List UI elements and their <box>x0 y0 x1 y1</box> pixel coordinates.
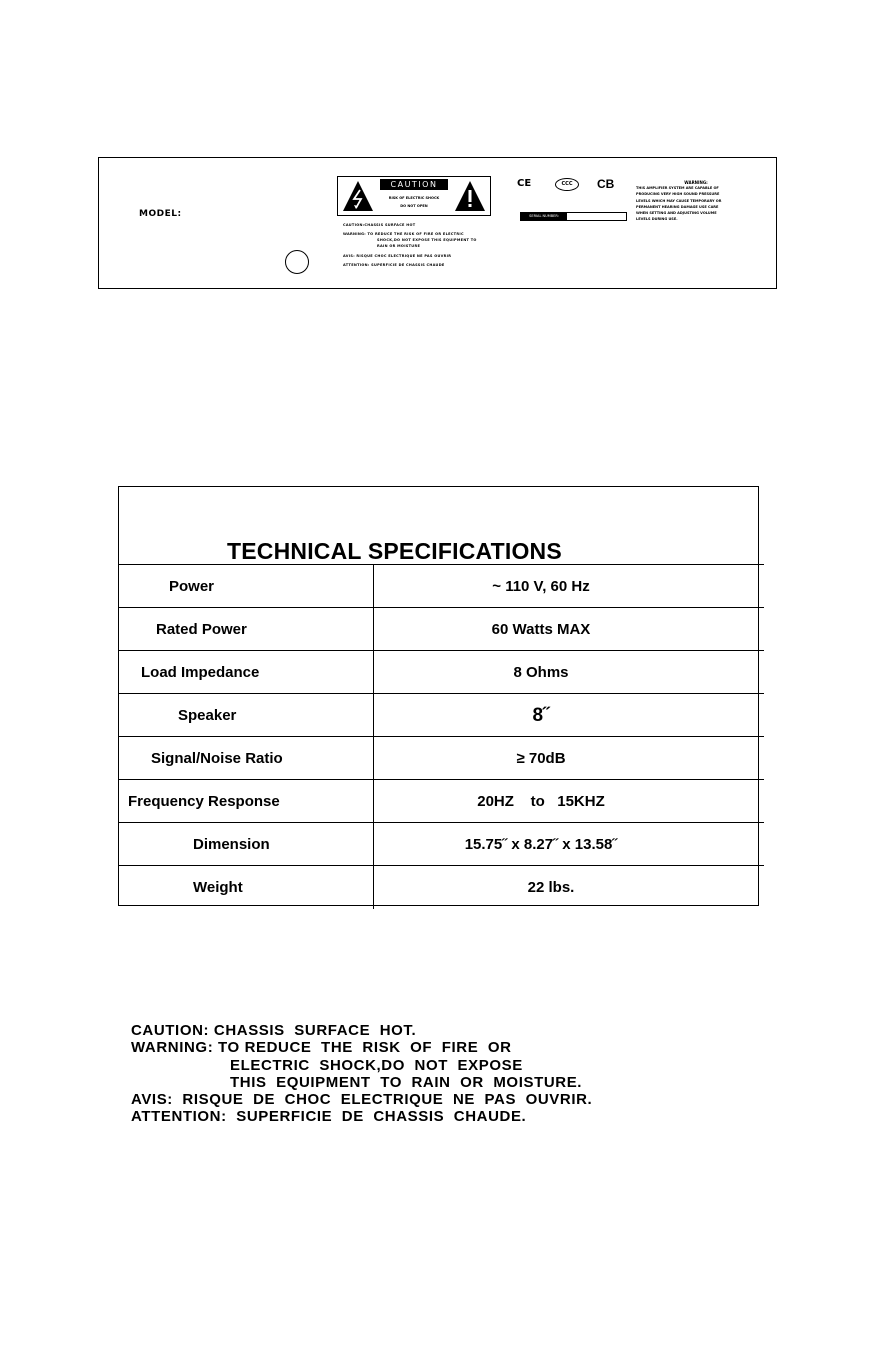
spec-label: Power <box>169 578 215 595</box>
spec-label: Speaker <box>178 707 237 724</box>
notice-attention-line: ATTENTION: SUPERFICIE DE CHASSIS CHAUDE. <box>131 1108 527 1126</box>
hearing-warning-line: THIS AMPLIFIER SYSTEM ARE CAPABLE OF <box>636 186 719 190</box>
model-label: MODEL: <box>139 209 182 219</box>
spec-row-frequency-response <box>119 780 764 823</box>
notice-avis-line: AVIS: RISQUE DE CHOC ELECTRIQUE NE PAS OUVRIR. <box>131 1091 593 1109</box>
spec-value: 8 Ohms <box>513 664 569 681</box>
caution-warning-box <box>337 176 491 216</box>
panel-attention-text: ATTENTION: SUPERFICIE DE CHASSIS CHAUDE <box>343 263 445 267</box>
spec-label: Dimension <box>193 836 270 853</box>
hearing-warning <box>636 180 756 223</box>
ccc-mark-icon: CCC <box>555 178 579 191</box>
hearing-warning-body <box>636 185 756 223</box>
notice-warning-continued: THIS EQUIPMENT TO RAIN OR MOISTURE. <box>230 1073 583 1091</box>
panel-warning-line-1: WARNING: TO REDUCE THE RISK OF FIRE OR ELECTRIC <box>343 232 464 236</box>
spec-value: ≥ 70dB <box>516 750 566 767</box>
spec-row-power <box>119 565 764 608</box>
caution-line-2: DO NOT OPEN <box>400 204 428 208</box>
spec-value: 60 Watts MAX <box>491 621 591 638</box>
spec-value: 20HZ to 15KHZ <box>477 793 605 810</box>
notice-caution-line: CAUTION: CHASSIS SURFACE HOT. <box>131 1022 417 1039</box>
hearing-warning-line: LEVELS DURING USE. <box>636 217 678 222</box>
certification-marks <box>517 178 629 192</box>
hearing-warning-line: LEVELS WHICH MAY CAUSE TEMPORARY OR <box>636 198 722 203</box>
panel-caution-text: CAUTION:CHASSIS SURFACE HOT <box>343 223 416 227</box>
spec-label: Frequency Response <box>128 793 280 810</box>
rear-panel-label <box>98 157 777 289</box>
hearing-warning-title: WARNING: <box>684 180 708 185</box>
spec-value: ~ 110 V, 60 Hz <box>492 578 590 595</box>
ground-symbol-icon <box>285 250 309 274</box>
spec-value: 22 lbs. <box>527 879 575 896</box>
spec-row-load-impedance <box>119 651 764 694</box>
spec-row-dimension <box>119 823 764 866</box>
cb-mark-icon: CB <box>597 177 615 191</box>
electric-shock-icon <box>341 179 375 213</box>
spec-value: 15.75˝ x 8.27˝ x 13.58˝ <box>464 836 618 853</box>
spec-label: Load Impedance <box>141 664 260 681</box>
caution-title: CAUTION <box>380 179 448 190</box>
spec-value: 8˝ <box>532 705 550 726</box>
spec-row-signal-noise-ratio <box>119 737 764 780</box>
spec-row-speaker <box>119 694 764 737</box>
panel-avis-text: AVIS: RISQUE CHOC ELECTRIQUE NE PAS OUVRIR <box>343 254 452 258</box>
hearing-warning-line: PRODUCING VERY HIGH SOUND PRESSURE <box>636 192 720 197</box>
caution-line-1: RISK OF ELECTRIC SHOCK <box>388 196 440 200</box>
spec-label: Weight <box>193 879 243 896</box>
notice-warning-line: WARNING: TO REDUCE THE RISK OF FIRE OR <box>131 1039 512 1057</box>
hearing-warning-line: WHEN SETTING AND ADJUSTING VOLUME <box>636 211 717 216</box>
spec-label: Rated Power <box>156 621 247 638</box>
serial-number-box <box>520 212 627 221</box>
technical-specifications-table <box>118 486 759 906</box>
spec-table-title: TECHNICAL SPECIFICATIONS <box>227 538 562 564</box>
notice-warning-continued: ELECTRIC SHOCK,DO NOT EXPOSE <box>230 1056 523 1074</box>
exclamation-icon <box>453 179 487 213</box>
spec-label: Signal/Noise Ratio <box>151 750 283 767</box>
ce-mark-icon: CE <box>517 178 532 189</box>
hearing-warning-line: PERMANENT HEARING DAMAGE USE CARE <box>636 204 719 209</box>
panel-warning-line-3: RAIN OR MOISTURE <box>377 244 421 248</box>
spec-row-weight <box>119 866 758 909</box>
caution-notice <box>131 1022 651 1126</box>
spec-row-rated-power <box>119 608 764 651</box>
serial-number-label: SERIAL NUMBER: <box>521 213 567 220</box>
panel-warning-line-2: SHOCK,DO NOT EXPOSE THIS EQUIPMENT TO <box>377 238 477 242</box>
